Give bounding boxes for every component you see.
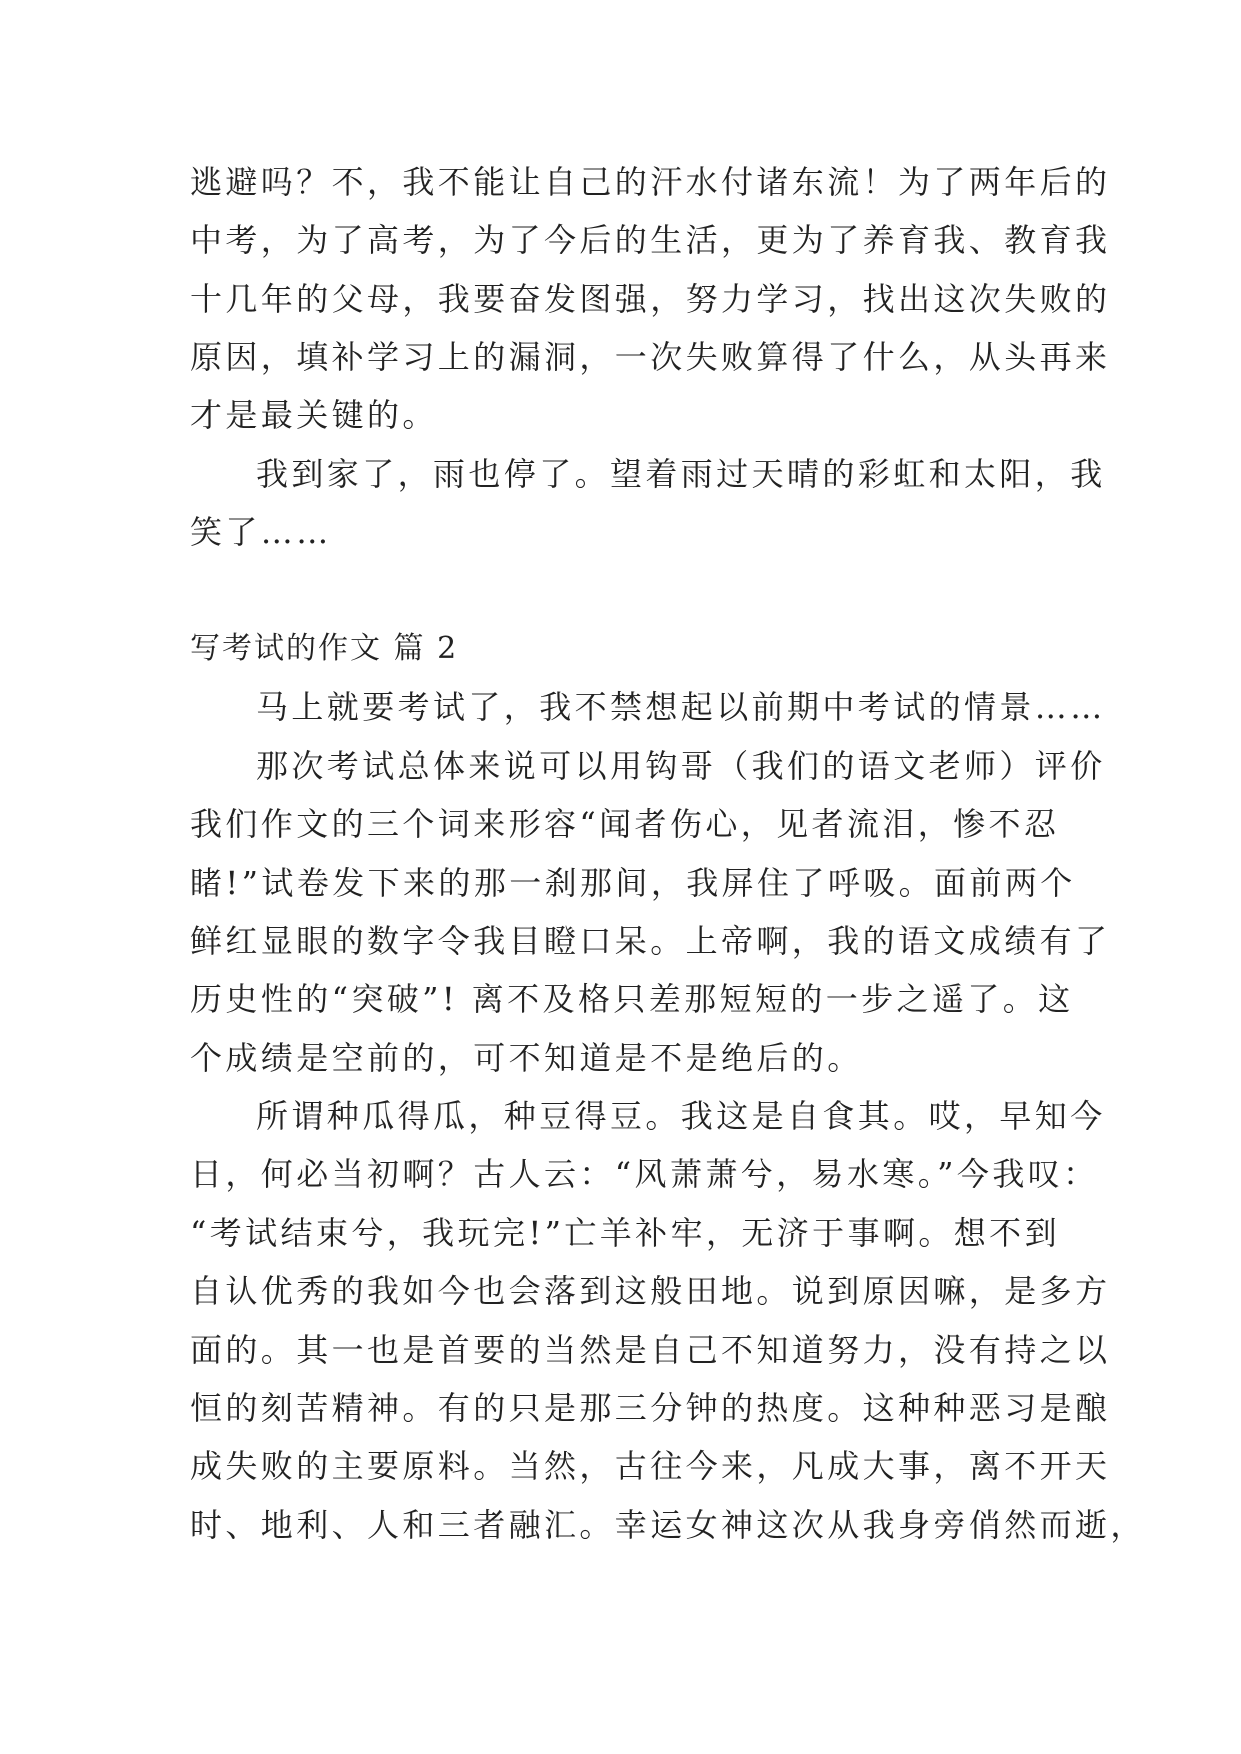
section-heading: 写考试的作文 篇 2: [190, 631, 459, 666]
paragraph-line: 中考，为了高考，为了今后的生活，更为了养育我、教育我: [190, 221, 1111, 259]
paragraph-line: 才是最关键的。: [190, 396, 438, 434]
paragraph-line: 睹!”试卷发下来的那一刹那间，我屏住了呼吸。面前两个: [190, 864, 1076, 902]
paragraph-line: 成失败的主要原料。当然，古往今来，凡成大事，离不开天: [190, 1447, 1111, 1485]
paragraph-line: 鲜红显眼的数字令我目瞪口呆。上帝啊，我的语文成绩有了: [190, 922, 1111, 960]
paragraph-line: 个成绩是空前的，可不知道是不是绝后的。: [190, 1039, 863, 1077]
paragraph-line: 面的。其一也是首要的当然是自己不知道努力，没有持之以: [190, 1331, 1111, 1369]
paragraph-line: 笑了……: [190, 513, 332, 551]
paragraph-line: 时、地利、人和三者融汇。幸运女神这次从我身旁俏然而逝，: [190, 1506, 1146, 1544]
paragraph-line: 逃避吗？不，我不能让自己的汗水付诸东流！为了两年后的: [190, 163, 1111, 201]
paragraph-line: 自认优秀的我如今也会落到这般田地。说到原因嘛，是多方: [190, 1272, 1111, 1310]
paragraph-line: 原因，填补学习上的漏洞，一次失败算得了什么，从头再来: [190, 338, 1111, 376]
paragraph-line: 十几年的父母，我要奋发图强，努力学习，找出这次失败的: [190, 280, 1111, 318]
paragraph-line: “考试结束兮，我玩完!”亡羊补牢，无济于事啊。想不到: [190, 1214, 1060, 1252]
paragraph-line: 日，何必当初啊？古人云：“风萧萧兮，易水寒。”今我叹：: [190, 1155, 1099, 1193]
paragraph-line: 恒的刻苦精神。有的只是那三分钟的热度。这种种恶习是酿: [190, 1389, 1111, 1427]
paragraph-line: 我们作文的三个词来形容“闻者伤心，见者流泪，惨不忍: [190, 805, 1060, 843]
paragraph-line: 那次考试总体来说可以用钩哥（我们的语文老师）评价: [256, 747, 1106, 785]
paragraph-line: 我到家了，雨也停了。望着雨过天晴的彩虹和太阳，我: [256, 455, 1106, 493]
paragraph-line: 马上就要考试了，我不禁想起以前期中考试的情景……: [256, 688, 1106, 726]
paragraph-line: 历史性的“突破”! 离不及格只差那短短的一步之遥了。这: [190, 980, 1074, 1018]
paragraph-line: 所谓种瓜得瓜，种豆得豆。我这是自食其。哎，早知今: [256, 1097, 1106, 1135]
